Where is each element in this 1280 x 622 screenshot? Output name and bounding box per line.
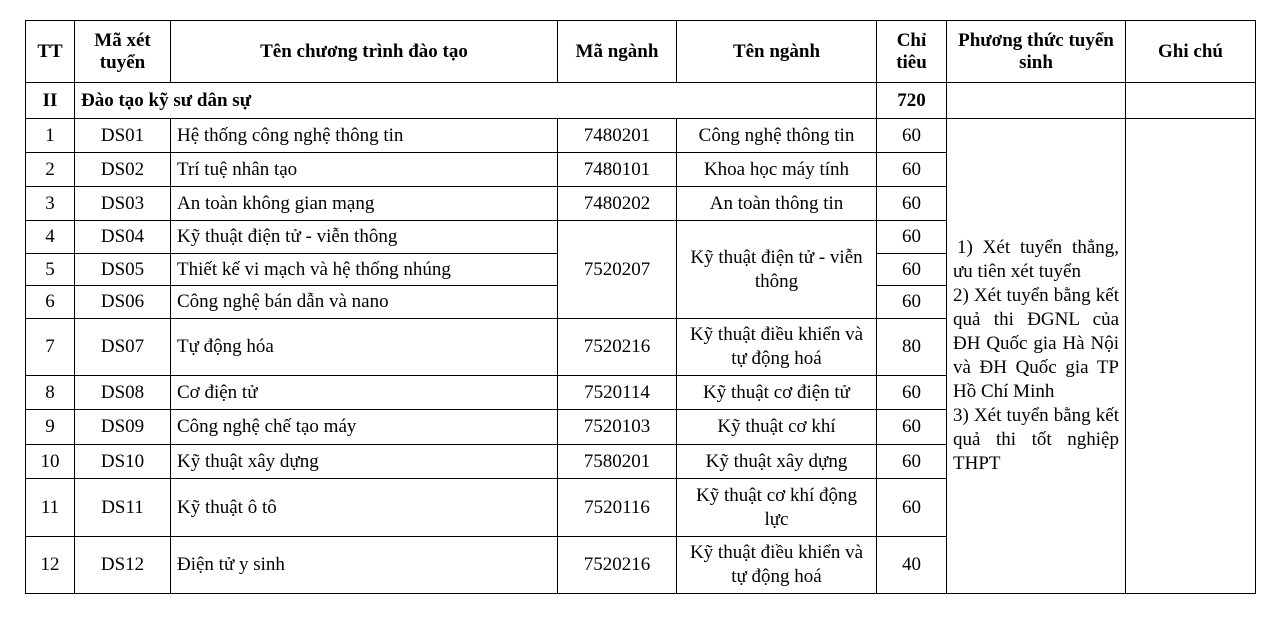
row-ma-nganh: 7480201 (558, 119, 677, 153)
row-ten-nganh: Công nghệ thông tin (677, 119, 877, 153)
row-chi-tieu: 60 (877, 479, 947, 537)
header-chi-tieu: Chỉ tiêu (877, 21, 947, 83)
row-tt: 2 (26, 153, 75, 187)
section-tt: II (26, 83, 75, 119)
row-chuong-trinh: Hệ thống công nghệ thông tin (171, 119, 558, 153)
header-ten-chuong-trinh: Tên chương trình đào tạo (171, 21, 558, 83)
header-phuong-thuc: Phương thức tuyển sinh (947, 21, 1126, 83)
header-ghi-chu: Ghi chú (1126, 21, 1256, 83)
row-tt: 6 (26, 286, 75, 319)
row-chi-tieu: 60 (877, 221, 947, 254)
row-ma: DS08 (75, 376, 171, 410)
row-chi-tieu: 60 (877, 445, 947, 479)
row-chuong-trinh: Công nghệ bán dẫn và nano (171, 286, 558, 319)
header-ma-nganh: Mã ngành (558, 21, 677, 83)
row-tt: 3 (26, 187, 75, 221)
row-ten-nganh: An toàn thông tin (677, 187, 877, 221)
row-ma: DS11 (75, 479, 171, 537)
notes-cell (1126, 119, 1256, 594)
section-row (26, 83, 1256, 119)
row-tt: 11 (26, 479, 75, 537)
row-chuong-trinh: Thiết kế vi mạch và hệ thống nhúng (171, 254, 558, 286)
header-ma-xet-tuyen: Mã xét tuyển (75, 21, 171, 83)
table-row (26, 119, 1256, 153)
header-tt: TT (26, 21, 75, 83)
row-chuong-trinh: Kỹ thuật ô tô (171, 479, 558, 537)
row-ten-nganh: Khoa học máy tính (677, 153, 877, 187)
row-ma: DS07 (75, 319, 171, 376)
row-tt: 9 (26, 410, 75, 445)
row-ma-nganh: 7480202 (558, 187, 677, 221)
row-tt: 4 (26, 221, 75, 254)
row-ma-nganh: 7520207 (558, 221, 677, 319)
row-ma-nganh: 7520103 (558, 410, 677, 445)
row-ma-nganh: 7520216 (558, 319, 677, 376)
row-chi-tieu: 60 (877, 153, 947, 187)
admission-methods-cell (947, 119, 1126, 594)
row-ma-nganh: 7520114 (558, 376, 677, 410)
row-chuong-trinh: An toàn không gian mạng (171, 187, 558, 221)
section-title: Đào tạo kỹ sư dân sự (75, 83, 877, 119)
row-tt: 12 (26, 537, 75, 594)
row-chuong-trinh: Kỹ thuật xây dựng (171, 445, 558, 479)
row-chi-tieu: 60 (877, 187, 947, 221)
admission-table (25, 20, 1256, 594)
row-ten-nganh: Kỹ thuật điện tử - viễn thông (677, 221, 877, 319)
row-ten-nganh: Kỹ thuật cơ khí động lực (677, 479, 877, 537)
row-chuong-trinh: Điện tử y sinh (171, 537, 558, 594)
row-ten-nganh: Kỹ thuật xây dựng (677, 445, 877, 479)
row-ma: DS09 (75, 410, 171, 445)
row-ma-nganh: 7520116 (558, 479, 677, 537)
row-tt: 10 (26, 445, 75, 479)
row-ma: DS12 (75, 537, 171, 594)
section-phuong-thuc (947, 83, 1126, 119)
row-tt: 1 (26, 119, 75, 153)
row-ma: DS04 (75, 221, 171, 254)
row-chuong-trinh: Công nghệ chế tạo máy (171, 410, 558, 445)
method-3: 3) Xét tuyển bằng kết quả thi tốt nghiệp THPT (953, 405, 1119, 474)
row-chi-tieu: 60 (877, 410, 947, 445)
row-ma: DS02 (75, 153, 171, 187)
row-ma-nganh: 7480101 (558, 153, 677, 187)
method-1: 1) Xét tuyển thẳng, ưu tiên xét tuyển (953, 237, 1119, 282)
row-ten-nganh: Kỹ thuật cơ khí (677, 410, 877, 445)
row-ma: DS10 (75, 445, 171, 479)
row-ma-nganh: 7520216 (558, 537, 677, 594)
row-chi-tieu: 80 (877, 319, 947, 376)
section-chi-tieu: 720 (877, 83, 947, 119)
row-ma: DS05 (75, 254, 171, 286)
row-chuong-trinh: Cơ điện tử (171, 376, 558, 410)
row-chi-tieu: 60 (877, 119, 947, 153)
row-tt: 8 (26, 376, 75, 410)
row-ten-nganh: Kỹ thuật cơ điện tử (677, 376, 877, 410)
row-chi-tieu: 40 (877, 537, 947, 594)
header-ten-nganh: Tên ngành (677, 21, 877, 83)
row-ten-nganh: Kỹ thuật điều khiển và tự động hoá (677, 319, 877, 376)
row-chuong-trinh: Trí tuệ nhân tạo (171, 153, 558, 187)
row-ten-nganh: Kỹ thuật điều khiển và tự động hoá (677, 537, 877, 594)
row-chi-tieu: 60 (877, 376, 947, 410)
row-tt: 7 (26, 319, 75, 376)
row-chi-tieu: 60 (877, 286, 947, 319)
row-chuong-trinh: Tự động hóa (171, 319, 558, 376)
row-ma: DS06 (75, 286, 171, 319)
section-ghi-chu (1126, 83, 1256, 119)
row-ma-nganh: 7580201 (558, 445, 677, 479)
row-chi-tieu: 60 (877, 254, 947, 286)
method-2: 2) Xét tuyển bằng kết quả thi ĐGNL của ĐH Quốc gia Hà Nội và ĐH Quốc gia TP Hồ Chí Minh (953, 285, 1119, 402)
row-ma: DS03 (75, 187, 171, 221)
row-ma: DS01 (75, 119, 171, 153)
header-row (26, 21, 1256, 83)
row-tt: 5 (26, 254, 75, 286)
row-chuong-trinh: Kỹ thuật điện tử - viễn thông (171, 221, 558, 254)
